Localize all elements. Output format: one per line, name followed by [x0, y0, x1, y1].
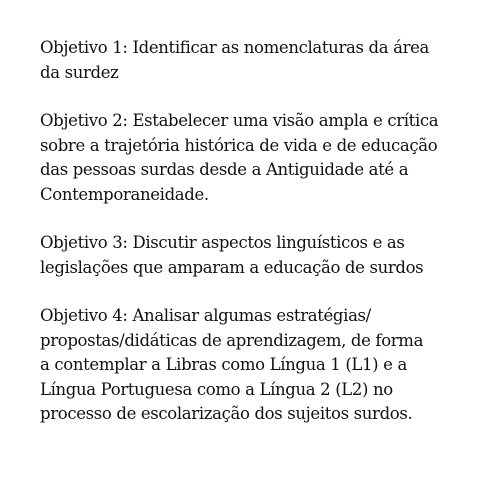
objectives-list [40, 36, 472, 451]
objective-3-paragraph: Objetivo 3: Discutir aspectos linguísticos e as legislações que amparam a educação de surdos [40, 233, 424, 277]
objective-1-paragraph: Objetivo 1: Identificar as nomenclaturas da área da surdez [40, 38, 430, 82]
objective-4-paragraph: Objetivo 4: Analisar algumas estratégias/ propostas/didáticas de aprendizagem, de forma a contemplar a Libras como Língua 1 (L1) e a Língua Portuguesa como a Língua 2 (L2) no processo de escolarização dos sujeitos surdos. [40, 306, 424, 423]
objective-2-paragraph: Objetivo 2: Estabelecer uma visão ampla e crítica sobre a trajetória histórica de vida e de educação das pessoas surdas desde a Antiguidade até a Contemporaneidade. [40, 111, 439, 204]
